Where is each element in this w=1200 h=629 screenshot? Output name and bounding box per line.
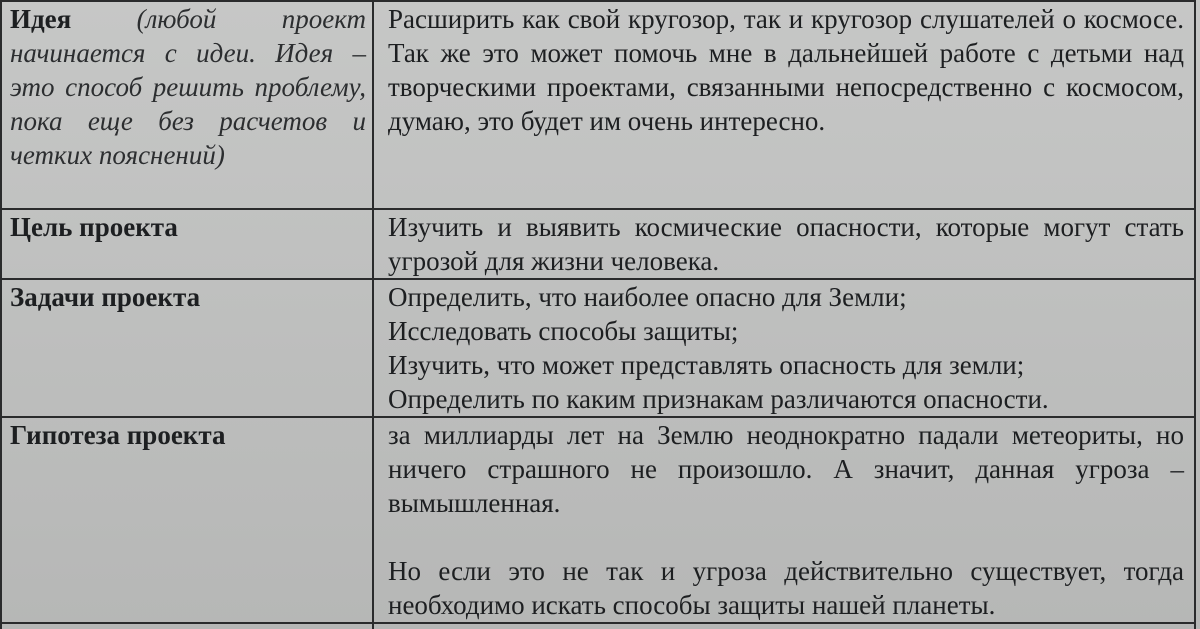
goal-label: Цель проекта [10,212,178,242]
tasks-label: Задачи проекта [10,282,201,312]
hypothesis-label-cell [1,417,373,623]
row-goal [1,209,1195,279]
idea-label-cell [1,1,373,209]
row-hypothesis [1,417,1195,623]
row-idea [1,1,1195,209]
hypothesis-paragraph-1: за миллиарды лет на Землю неоднократно падали метеориты, но ничего страшного не произошло. А значит, данная угроза – вымышленная. [388,420,1184,518]
goal-content: Изучить и выявить космические опасности, которые могут стать угрозой для жизни человека. [388,212,1184,276]
task-item: Определить, что наиболее опасно для Земли; [388,282,907,312]
task-item: Исследовать способы защиты; [388,316,739,346]
hypothesis-paragraph-2: Но если это не так и угроза действительно существует, тогда необходимо искать способы защиты нашей планеты. [388,556,1184,620]
hypothesis-content-cell [373,417,1195,623]
row-next-clipped [1,623,1195,629]
next-label-cell [1,623,373,629]
row-tasks [1,279,1195,417]
tasks-content-cell [373,279,1195,417]
task-item: Определить по каким признакам различаются опасности. [388,384,1049,414]
idea-label: Идея [10,4,72,34]
task-item: Изучить, что может представлять опасность для земли; [388,350,1025,380]
tasks-label-cell [1,279,373,417]
idea-hint: (любой проект начинается с идеи. Идея – это способ решить проблему, пока еще без расчетов и четких пояснений) [10,4,366,170]
goal-label-cell [1,209,373,279]
paragraph-gap [388,520,1184,554]
idea-content: Расширить как свой кругозор, так и кругозор слушателей о космосе. Так же это может помочь мне в дальнейшей работе с детьми над творческими проектами, связанными непосредственно с космосом, думаю, это будет им очень интересно. [388,4,1184,136]
goal-content-cell [373,209,1195,279]
idea-content-cell [373,1,1195,209]
hypothesis-label: Гипотеза проекта [10,420,226,450]
next-content-cell [373,623,1195,629]
